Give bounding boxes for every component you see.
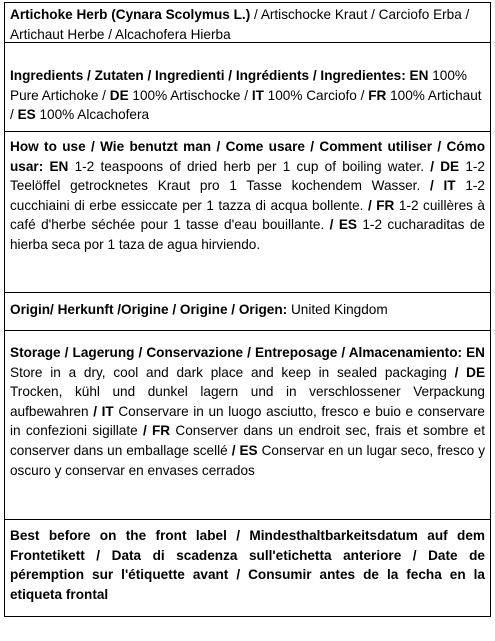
instruction-text: 1-2 Teelöffel getrocknetes Kraut pro 1 Tasse kochendem Wasser. xyxy=(10,158,485,194)
lang-code: EN xyxy=(462,345,485,360)
ingredient-text: 100% Pure Artichoke / xyxy=(10,68,467,103)
title-section xyxy=(5,3,490,43)
storage-heading: Storage / Lagerung / Conservazione / Entreposage / Almacenamiento: xyxy=(10,345,463,360)
lang-code: EN xyxy=(43,158,69,174)
ingredient-text: 100% Carciofo / xyxy=(263,87,369,103)
lang-code: / FR xyxy=(142,423,171,439)
best-before-text: Best before on the front label / Mindesthaltbarkeitsdatum auf dem Frontetikett / Data di scadenza sull'etichetta anteriore / Date de péremption sur l'étiquette avant / Consumir antes de la fecha en la etiqueta frontal xyxy=(10,528,485,602)
lang-code: EN xyxy=(405,68,429,83)
lang-code: / ES xyxy=(231,442,258,458)
storage-text: Conservar en un lugar seco, fresco y oscuro y conservar en envases cerrados xyxy=(10,442,485,478)
instruction-text: 1-2 teaspoons of dried herb per 1 cup of boiling water. xyxy=(68,158,431,174)
lang-code: DE xyxy=(109,87,129,103)
instruction-text: 1-2 cuillères à café d'herbe séchée pour 1 tasse d'eau bouillante. xyxy=(10,197,485,233)
lang-code: / ES xyxy=(329,217,357,233)
storage-text: Trocken, kühl und dunkel lagern und in verschlossener Verpackung aufbewahren xyxy=(10,384,485,419)
how-to-use-heading: How to use / Wie benutzt man / Come usare / Comment utiliser / Cómo usar: xyxy=(10,139,485,174)
best-before-section xyxy=(5,520,490,616)
lang-code: / DE xyxy=(454,364,486,380)
title-bold: Artichoke Herb (Cynara Scolymus L.) xyxy=(10,7,251,22)
ingredient-text: 100% Artischocke / xyxy=(128,87,252,103)
instruction-text: 1-2 cucchiaini di erbe essiccate per 1 tazza di acqua bollente. xyxy=(10,178,485,213)
ingredient-text: 100% Alcachofera xyxy=(35,107,150,123)
lang-code: / DE xyxy=(430,158,460,174)
storage-text: Store in a dry, cool and dark place and keep in sealed packaging xyxy=(10,364,455,380)
lang-code: IT xyxy=(251,87,264,103)
instruction-text: 1-2 cucharaditas de hierba seca por 1 taza de agua hirviendo. xyxy=(10,217,485,252)
lang-code: FR xyxy=(368,87,387,103)
how-to-use-section xyxy=(5,132,490,293)
product-label xyxy=(4,2,491,617)
ingredients-section xyxy=(5,43,490,132)
lang-code: ES xyxy=(17,107,36,123)
storage-text: Conservare in un luogo asciutto, fresco e buio e conservare in confezioni sigillate xyxy=(10,403,485,439)
ingredient-text: 100% Artichaut / xyxy=(10,87,482,123)
lang-code: / IT xyxy=(93,403,114,419)
storage-section xyxy=(5,331,490,520)
origin-heading: Origin/ Herkunft /Origine / Origine / Origen: xyxy=(10,302,288,317)
title-translations: / Artischocke Kraut / Carciofo Erba / Artichaut Herbe / Alcachofera Hierba xyxy=(10,7,470,42)
origin-value: United Kingdom xyxy=(287,302,388,317)
storage-text: Conserver dans un endroit sec, frais et sombre et conserver dans un emballage scellé xyxy=(10,423,485,458)
lang-code: / IT xyxy=(429,178,456,194)
lang-code: / FR xyxy=(367,197,395,213)
ingredients-heading: Ingredients / Zutaten / Ingredienti / Ingrédients / Ingredientes: xyxy=(10,68,406,83)
origin-section xyxy=(5,293,490,331)
